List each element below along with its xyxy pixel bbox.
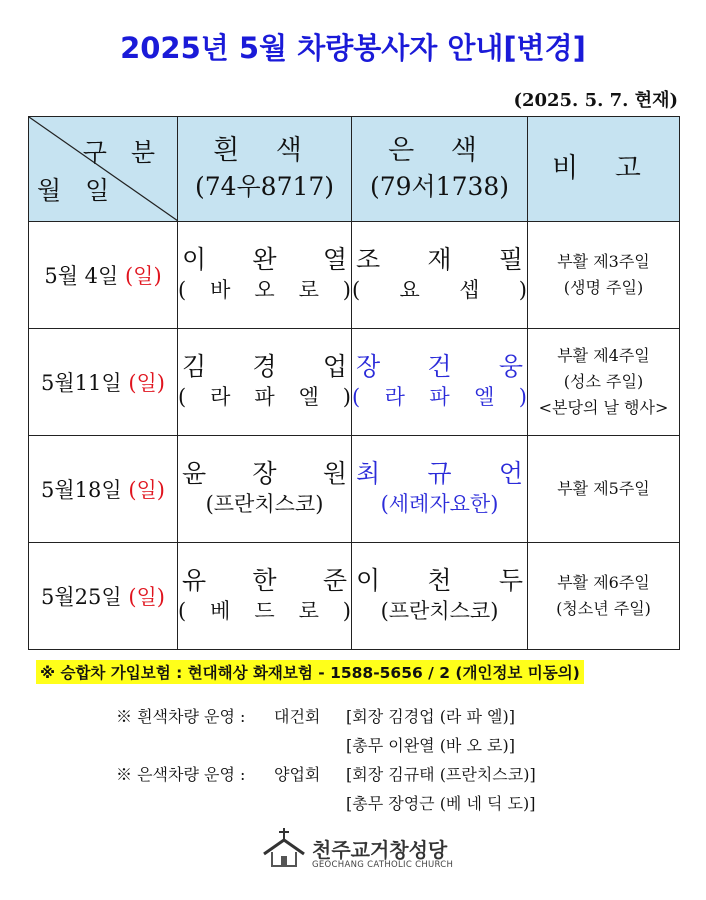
remark-line: 부활 제3주일 [557, 252, 650, 271]
volunteer-name-char: 조 [356, 245, 381, 274]
header-white-car [178, 117, 352, 222]
remark-line: (성소 주일) [563, 372, 644, 391]
baptismal-name-char: 엘 [474, 385, 495, 409]
baptismal-name-char: ( [352, 385, 361, 409]
baptismal-name-char: ) [518, 278, 527, 302]
baptismal-name-char: ) [342, 385, 351, 409]
header-row [29, 117, 680, 222]
volunteer-name-char: 한 [252, 566, 277, 595]
volunteer-name [178, 566, 351, 596]
operation-row [0, 791, 706, 815]
silver-car-volunteer [352, 329, 528, 436]
volunteer-name [178, 459, 351, 489]
baptismal-name-char: 라 [210, 385, 231, 409]
church-icon [260, 826, 308, 870]
volunteer-name-char: 윤 [182, 459, 207, 488]
baptismal-name-char: (세례자요한) [380, 492, 499, 516]
page-title: 2025년 5월 차량봉사자 안내[변경] [120, 31, 586, 65]
volunteer-name-char: 규 [427, 459, 452, 488]
header-diagonal-cell [29, 117, 178, 222]
operation-group: 대건회 [274, 707, 321, 726]
church-name-korean: 천주교거창성당 [312, 838, 448, 862]
date-text: 5월25일 [40, 585, 129, 609]
volunteer-name [352, 459, 527, 489]
silver-car-plate: (79서1738) [369, 172, 510, 201]
baptismal-name-char: ( [178, 385, 187, 409]
volunteer-name-char: 건 [427, 352, 452, 381]
schedule-row [29, 222, 680, 329]
volunteer-name [352, 566, 527, 596]
operation-member: [회장 김규태 (프란치스코)] [346, 765, 536, 784]
header-silver-car [352, 117, 528, 222]
baptismal-name-char: ) [518, 385, 527, 409]
date-cell [29, 222, 178, 329]
white-car-volunteer [178, 329, 352, 436]
baptismal-name-char: 셉 [459, 278, 480, 302]
day-of-week: (일) [128, 478, 165, 502]
header-category: 구 분 [82, 138, 163, 167]
remark-line: 부활 제4주일 [557, 346, 650, 365]
remark-line: 부활 제5주일 [557, 479, 650, 498]
baptismal-name [352, 275, 527, 305]
header-remarks [528, 117, 680, 222]
volunteer-name-char: 완 [252, 245, 277, 274]
operation-member: [총무 이완열 (바 오 로)] [346, 736, 515, 755]
baptismal-name-char: 파 [429, 385, 450, 409]
operation-label: ※ 흰색차량 운영 : [116, 707, 246, 726]
baptismal-name-char: 파 [254, 385, 275, 409]
baptismal-name-char: (프란치스코) [205, 492, 324, 516]
silver-car-volunteer [352, 436, 528, 543]
volunteer-name-char: 장 [252, 459, 277, 488]
baptismal-name-char: ( [178, 599, 187, 623]
as-of-date: (2025. 5. 7. 현재) [513, 90, 678, 111]
operation-row [0, 704, 706, 728]
baptismal-name-char: ) [342, 278, 351, 302]
volunteer-name-char: 준 [322, 566, 347, 595]
baptismal-name-char: 바 [210, 278, 231, 302]
operation-member: [회장 김경업 (라 파 엘)] [346, 707, 515, 726]
volunteer-name-char: 필 [498, 245, 523, 274]
baptismal-name-char: 요 [399, 278, 420, 302]
volunteer-name-char: 열 [322, 245, 347, 274]
volunteer-name-char: 유 [182, 566, 207, 595]
silver-car-label: 은 색 [388, 135, 491, 166]
date-cell [29, 543, 178, 650]
volunteer-name [352, 245, 527, 275]
white-car-volunteer [178, 222, 352, 329]
date-text: 5월11일 [40, 371, 129, 395]
volunteer-name-char: 이 [182, 245, 207, 274]
white-car-volunteer [178, 436, 352, 543]
volunteer-name [178, 352, 351, 382]
baptismal-name [178, 489, 351, 519]
volunteer-name-char: 김 [182, 352, 207, 381]
volunteer-name-char: 웅 [498, 352, 523, 381]
day-of-week: (일) [124, 264, 162, 288]
operation-row [0, 733, 706, 757]
baptismal-name-char: 엘 [298, 385, 319, 409]
baptismal-name [178, 382, 351, 412]
remark-line: (생명 주일) [563, 278, 644, 297]
schedule-table [28, 116, 680, 650]
day-of-week: (일) [128, 585, 165, 609]
remark-line: (청소년 주일) [556, 599, 651, 618]
remark-line: <본당의 날 행사> [538, 398, 669, 417]
baptismal-name [178, 596, 351, 626]
white-car-plate: (74우8717) [194, 172, 335, 201]
white-car-label: 흰 색 [213, 135, 316, 166]
volunteer-name-char: 최 [356, 459, 381, 488]
volunteer-name [178, 245, 351, 275]
church-name-english: GEOCHANG CATHOLIC CHURCH [312, 860, 454, 870]
operation-row [0, 762, 706, 786]
volunteer-name-char: 천 [427, 566, 452, 595]
volunteer-name-char: 두 [498, 566, 523, 595]
silver-car-volunteer [352, 222, 528, 329]
baptismal-name [352, 382, 527, 412]
remarks-cell [528, 543, 680, 650]
date-text: 5월 4일 [44, 264, 125, 288]
schedule-rows [29, 222, 680, 650]
date-cell [29, 436, 178, 543]
volunteer-name [352, 352, 527, 382]
silver-car-volunteer [352, 543, 528, 650]
baptismal-name-char: (프란치스코) [380, 599, 499, 623]
baptismal-name-char: 오 [254, 278, 275, 302]
volunteer-name-char: 원 [322, 459, 347, 488]
baptismal-name-char: 베 [210, 599, 231, 623]
volunteer-name-char: 장 [356, 352, 381, 381]
volunteer-name-char: 이 [356, 566, 381, 595]
baptismal-name-char: ) [342, 599, 351, 623]
operation-label: ※ 은색차량 운영 : [116, 765, 246, 784]
date-cell [29, 329, 178, 436]
baptismal-name [178, 275, 351, 305]
baptismal-name-char: ( [352, 278, 361, 302]
schedule-row [29, 329, 680, 436]
volunteer-name-char: 재 [427, 245, 452, 274]
remarks-cell [528, 222, 680, 329]
schedule-row [29, 436, 680, 543]
operation-group: 양업회 [274, 765, 321, 784]
schedule-row [29, 543, 680, 650]
volunteer-name-char: 언 [498, 459, 523, 488]
remarks-cell [528, 436, 680, 543]
remark-line: 부활 제6주일 [557, 573, 650, 592]
volunteer-name-char: 경 [252, 352, 277, 381]
date-text: 5월18일 [40, 478, 129, 502]
remarks-cell [528, 329, 680, 436]
insurance-notice: ※ 승합차 가입보험 : 현대해상 화재보험 - 1588-5656 / 2 (개인정보 미동의) [36, 660, 584, 684]
header-date: 월 일 [37, 176, 118, 205]
white-car-volunteer [178, 543, 352, 650]
baptismal-name-char: ( [178, 278, 187, 302]
baptismal-name [352, 489, 527, 519]
church-logo [260, 826, 460, 876]
day-of-week: (일) [128, 371, 165, 395]
baptismal-name-char: 라 [384, 385, 405, 409]
baptismal-name-char: 드 [254, 599, 275, 623]
baptismal-name [352, 596, 527, 626]
operation-member: [총무 장영근 (베 네 딕 도)] [346, 794, 536, 813]
baptismal-name-char: 로 [298, 278, 319, 302]
remarks-label: 비 고 [552, 153, 655, 184]
baptismal-name-char: 로 [298, 599, 319, 623]
volunteer-name-char: 업 [322, 352, 347, 381]
